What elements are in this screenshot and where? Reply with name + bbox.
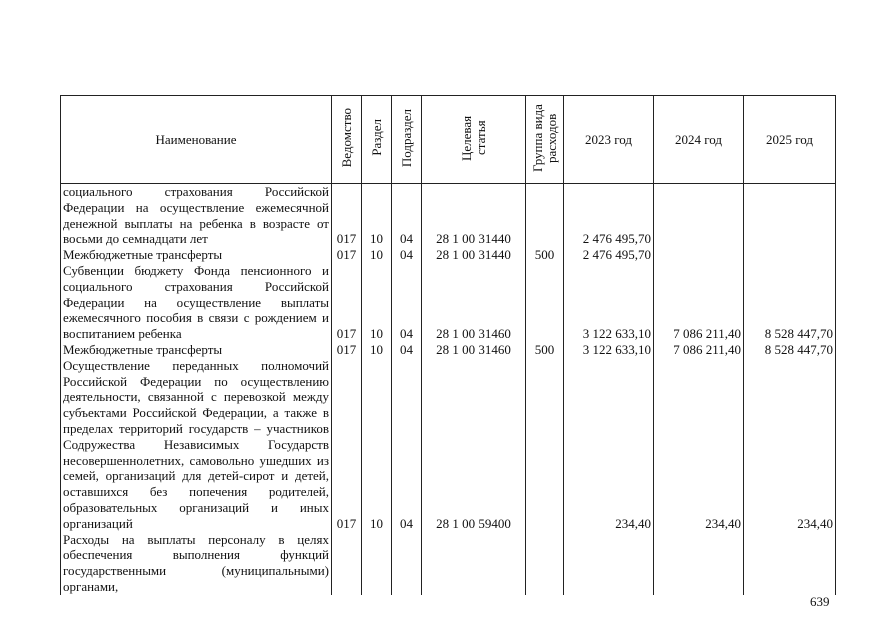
page-number: 639 (810, 594, 830, 609)
row-gruppa (526, 358, 564, 532)
row-gruppa (526, 532, 564, 595)
row-razdel: 10 (362, 247, 392, 263)
row-podrazdel: 04 (392, 263, 422, 342)
row-2024: 234,40 (654, 358, 744, 532)
row-gruppa (526, 263, 564, 342)
table-row (61, 247, 836, 263)
row-razdel: 10 (362, 263, 392, 342)
row-2024: 7 086 211,40 (654, 263, 744, 342)
row-2024: 7 086 211,40 (654, 342, 744, 358)
row-razdel: 10 (362, 358, 392, 532)
header-razdel: Раздел (362, 96, 392, 184)
row-ved: 017 (332, 263, 362, 342)
row-2024 (654, 184, 744, 248)
row-celevaya: 28 1 00 31460 (422, 342, 526, 358)
row-ved: 017 (332, 358, 362, 532)
row-podrazdel: 04 (392, 342, 422, 358)
row-ved (332, 532, 362, 595)
table-row (61, 342, 836, 358)
header-gruppa: Группа вида расходов (526, 96, 564, 184)
row-razdel (362, 532, 392, 595)
row-2025 (744, 184, 836, 248)
row-razdel: 10 (362, 184, 392, 248)
row-2025 (744, 532, 836, 595)
table-header-row (61, 96, 836, 184)
table-row (61, 263, 836, 342)
row-2023: 3 122 633,10 (564, 342, 654, 358)
header-name: Наименование (61, 96, 332, 184)
row-name: социального страхования Российской Федерации на осуществление ежемесячной денежной выплаты на ребенка в возрасте от восьми до семнадцати лет (61, 184, 332, 248)
header-celevaya: Целевая статья (422, 96, 526, 184)
row-gruppa: 500 (526, 247, 564, 263)
row-name: Расходы на выплаты персоналу в целях обеспечения выполнения функций государственными (муниципальными) органами, (61, 532, 332, 595)
row-2023: 3 122 633,10 (564, 263, 654, 342)
header-ved: Ведомство (332, 96, 362, 184)
budget-table (60, 95, 836, 595)
row-2025: 8 528 447,70 (744, 342, 836, 358)
row-gruppa (526, 184, 564, 248)
row-celevaya: 28 1 00 31460 (422, 263, 526, 342)
row-celevaya: 28 1 00 31440 (422, 247, 526, 263)
row-ved: 017 (332, 247, 362, 263)
table-row (61, 358, 836, 532)
row-2024 (654, 247, 744, 263)
row-podrazdel: 04 (392, 184, 422, 248)
header-2023: 2023 год (564, 96, 654, 184)
row-2025: 8 528 447,70 (744, 263, 836, 342)
row-2023: 2 476 495,70 (564, 184, 654, 248)
row-2025 (744, 247, 836, 263)
row-celevaya: 28 1 00 31440 (422, 184, 526, 248)
table-row (61, 184, 836, 248)
row-2023: 2 476 495,70 (564, 247, 654, 263)
row-name: Субвенции бюджету Фонда пенсионного и социального страхования Российской Федерации на осуществление выплаты ежемесячного пособия в связи с рождением и воспитанием ребенка (61, 263, 332, 342)
row-2025: 234,40 (744, 358, 836, 532)
row-celevaya (422, 532, 526, 595)
row-ved: 017 (332, 342, 362, 358)
row-celevaya: 28 1 00 59400 (422, 358, 526, 532)
row-2023: 234,40 (564, 358, 654, 532)
table-row (61, 532, 836, 595)
row-name: Осуществление переданных полномочий Российской Федерации по осуществлению деятельности, связанной с перевозкой между субъектами Российской Федерации, а также в пределах территорий государств – участников Содружества Независимых Государств несовершеннолетних, самовольно ушедших из семей, организаций для детей-сирот и детей, оставшихся без попечения родителей, образовательных организаций и иных организаций (61, 358, 332, 532)
header-2024: 2024 год (654, 96, 744, 184)
row-razdel: 10 (362, 342, 392, 358)
row-name: Межбюджетные трансферты (61, 342, 332, 358)
header-podrazdel: Подраздел (392, 96, 422, 184)
row-ved: 017 (332, 184, 362, 248)
row-podrazdel: 04 (392, 358, 422, 532)
row-gruppa: 500 (526, 342, 564, 358)
budget-table-container (60, 95, 835, 594)
row-2023 (564, 532, 654, 595)
row-2024 (654, 532, 744, 595)
row-name: Межбюджетные трансферты (61, 247, 332, 263)
row-podrazdel (392, 532, 422, 595)
row-podrazdel: 04 (392, 247, 422, 263)
header-2025: 2025 год (744, 96, 836, 184)
